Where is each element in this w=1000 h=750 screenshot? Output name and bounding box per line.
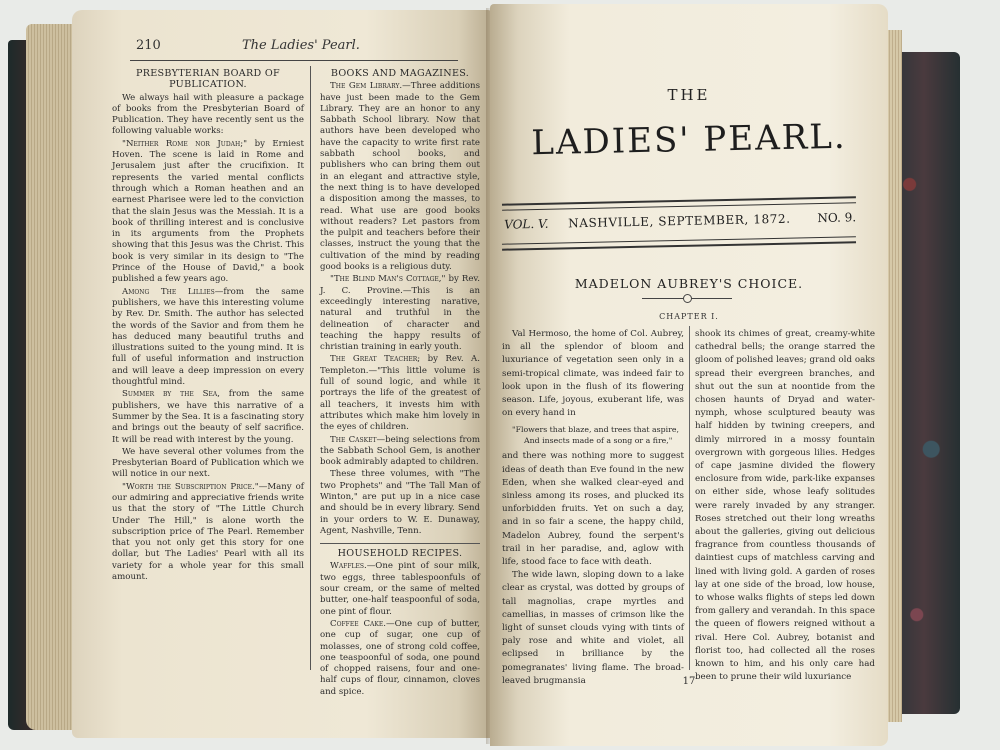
issue-line bbox=[504, 210, 857, 232]
folio-number: 17 bbox=[682, 676, 696, 687]
recipe-text: —One pint of sour milk, two eggs, three tablespoonfuls of sour cream, or the same of melted butter, one-half teaspoonful of soda, one pint of flour. bbox=[320, 561, 480, 617]
chapter-heading: CHAPTER I. bbox=[659, 312, 719, 321]
page-number: 210 bbox=[136, 38, 161, 53]
column-divider bbox=[310, 66, 311, 670]
city-date: NASHVILLE, SEPTEMBER, 1872. bbox=[568, 211, 791, 231]
item-text: —Three additions have just been made to the Gem Library. They are an honor to any Sabbath School library. Now that authors have been developed who have the capacity to write first rate sabbath school books, and publishers who can bring them out in an elegant and attractive style, the next thing is to have developed a disposition among the masses, to read. What use are good books without readers? Let pastors from the pulpit and teachers before their classes, instruct the young that the cultivation of the mind by reading good books is a religious duty. bbox=[320, 81, 480, 273]
story-column-divider bbox=[689, 326, 690, 670]
review-text: by Erniest Hoven. The scene is laid in Rome and Jerusalem just after the crucifixion. It represents the varied mental conflicts through which a Roman heathen and an earnest Pharisee were led to the conviction that the slain Jesus was the Messiah. It is a book of thrilling interest and is conclusive in its arguments from the Prophets showing that this Jesus was the Christ. This book is very similar in its design to "The Prince of the House of David," a book published a few years ago. bbox=[112, 138, 305, 285]
blind-mans-cottage bbox=[320, 274, 480, 353]
presbyterian-closing: We have several other volumes from the Presbyterian Board of Publication which we will notice in our next. bbox=[112, 446, 304, 480]
story-paragraph: shook its chimes of great, creamy-white cathedral bells; the orange starred the gloom of polished leaves; grand old oaks spread their evergreen branches, and shut out the sun at noontide from the chosen haunts of Dryad and water-nymph, whose sculptured beauty was half hidden by twining creepers, and dimly mirrored in a mossy fountain overgrown with gorgeous lilies. Hedges of cape jasmine divided the flowery enclosure from wide, park-like expanses on either side, whose leafy solitudes were rarely invaded by any stranger. Roses stretched out their long wreaths about the galleries, giving out delicious fragrance from countless thousands of daintiest cups of matchless carving and lined with living gold. A garden of roses lay at one side of the broad, low house, to whose walks flights of steps led down from gallery and verandah. In this space the queen of flowers reigned without a rival. Here Col. Aubrey, botanist and florist too, had collected all the roses known to him, and his only care had been to prune their wild luxuriance bbox=[695, 329, 875, 683]
notice-text: —Many of our admiring and appreciative friends write us that the story of "The Little Church Under The Hill," is alone worth the subscription price of The Pearl. Remember that you not only get this story for one dollar, but The Ladies' Pearl with all its variety for a whole year for this small amount. bbox=[112, 481, 304, 583]
item-title: The Great Teacher; bbox=[330, 354, 421, 365]
running-title: The Ladies' Pearl. bbox=[242, 38, 360, 53]
item-text: by Rev. A. Templeton.—"This little volume is full of sound logic, and while it portrays the life of the greatest of all teachers, it invests him with attributes which make him lovely in the eyes of children. bbox=[320, 354, 480, 433]
right-page bbox=[490, 4, 888, 746]
volume-label: VOL. V. bbox=[504, 216, 549, 232]
left-page bbox=[72, 10, 492, 738]
presbyterian-intro: We always hail with pleasure a package of books from the Presbyterian Board of Publication. They have recently sent us the following valuable works: bbox=[112, 92, 304, 137]
recipe-title: Waffles. bbox=[330, 561, 367, 572]
recipe-title: Coffee Cake. bbox=[330, 618, 386, 629]
presbyterian-heading: PRESBYTERIAN BOARD OF PUBLICATION. bbox=[135, 68, 281, 91]
item-title: "The Blind Man's Cottage," bbox=[330, 274, 446, 285]
story-column-left bbox=[502, 328, 684, 688]
story-paragraph: The wide lawn, sloping down to a lake clear as crystal, was dotted by groups of tall magnolias, crape myrtles and camellias, in masses of crimson like the light of sunset clouds vying with tints of paly rose and white and violet, all eclipsed in brilliance by the pomegranates' living flame. The broad-leaved brugmansia bbox=[502, 570, 684, 686]
great-teacher bbox=[320, 354, 480, 433]
verse-quote bbox=[512, 424, 684, 446]
masthead-rule-top bbox=[502, 196, 856, 210]
item-title: The Gem Library. bbox=[330, 81, 403, 92]
story-paragraph: and there was nothing more to suggest ideas of death than Eve found in the new Eden, when she walked clear-eyed and sinless among its roses, and plucked its unforbidden fruits. Yet on such a day, and in so fair a scene, the happy child, Madelon Aubrey, found the serpent's trail in her paradise, and, aglow with life, stood face to face with death. bbox=[502, 451, 684, 568]
header-rule bbox=[130, 60, 458, 61]
story-paragraph: Val Hermoso, the home of Col. Aubrey, in all the splendor of bloom and luxuriance of vegetation seen only in a semi-tropical climate, was indeed fair to look upon in the flush of its flowering season. Life, joyous, exuberant life, was on every hand in bbox=[502, 329, 684, 419]
review-summer-sea bbox=[112, 389, 304, 445]
story-column-right bbox=[695, 328, 875, 684]
masthead-rule-bottom bbox=[502, 236, 856, 250]
item-text: by Rev. J. C. Provine.—This is an exceedingly interesting narative, natural and truthful in the delineation of character and teaching the happy results of christian training in early youth. bbox=[320, 274, 480, 353]
the-casket bbox=[320, 435, 480, 469]
story-title: MADELON AUBREY'S CHOICE. bbox=[574, 276, 804, 291]
recipe-text: —One cup of butter, one cup of sugar, one cup of molasses, one of strong cold coffee, one teaspoonful of soda, one pound of chopped raisens, four and one-half cups of flour, cinnamon, cloves and spice. bbox=[320, 618, 480, 697]
review-lillies bbox=[112, 287, 304, 389]
issue-number: NO. 9. bbox=[817, 210, 857, 226]
review-text: , from the same publishers, we have this narrative of a Summer by the Sea. It is a fascinating story and brings out the beauty of self sacrifice. It will be read with interest by the young. bbox=[112, 389, 304, 445]
subscription-notice bbox=[112, 482, 304, 584]
household-heading: HOUSEHOLD RECIPES. bbox=[320, 543, 480, 559]
ornament-dot bbox=[683, 294, 692, 303]
masthead-title: LADIES' PEARL. bbox=[530, 116, 848, 164]
books-heading: BOOKS AND MAGAZINES. bbox=[330, 68, 470, 79]
item-text: —being selections from the Sabbath School Gem, is another book admirably adapted to children. bbox=[320, 434, 480, 468]
recipe-waffles bbox=[320, 561, 480, 617]
recipe-coffee-cake bbox=[320, 619, 480, 698]
masthead-the: THE bbox=[667, 86, 711, 104]
left-column bbox=[112, 68, 304, 584]
review-rome-judah bbox=[112, 139, 304, 286]
verse-line: "Flowers that blaze, and trees that aspire, bbox=[512, 425, 679, 435]
notice-title: "Worth the Subscription Price." bbox=[122, 481, 259, 492]
gem-library bbox=[320, 81, 480, 273]
item-title: The Casket bbox=[330, 434, 377, 445]
review-title: Summer by the Sea bbox=[122, 389, 218, 400]
review-title: Among The Lillies bbox=[122, 286, 215, 297]
review-title: "Neither Rome nor Judah;" bbox=[122, 138, 248, 149]
review-text: —from the same publishers, we have this interesting volume by Rev. Dr. Smith. The author has selected the words of the Savior and from them he has deduced many beautiful truths and illustrations suited to the young mind. It is full of useful information and instruction and will leave a deep impression on every thoughtful mind. bbox=[112, 286, 305, 388]
right-column bbox=[320, 68, 480, 699]
books-closing: These three volumes, with "The two Prophets" and "The Tall Man of Winton," are put up in a nice case and should be in every library. Send in your orders to W. E. Dunaway, Agent, Nashville, Tenn. bbox=[320, 469, 480, 536]
verse-line: And insects made of a song or a fire," bbox=[524, 436, 673, 446]
